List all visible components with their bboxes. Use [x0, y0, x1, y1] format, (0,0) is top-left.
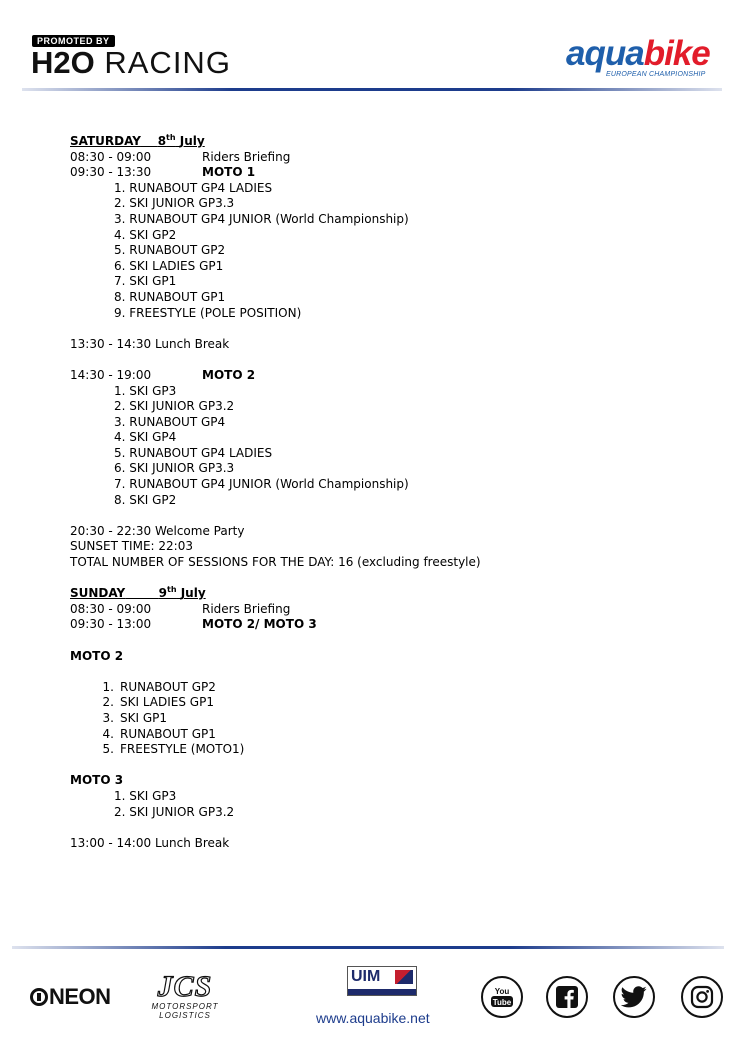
neon-logo [30, 986, 111, 1008]
instagram-icon[interactable] [681, 976, 723, 1018]
schedule-event: MOTO 1 [202, 165, 256, 180]
schedule-row [70, 602, 690, 618]
uim-flag-icon [395, 970, 413, 984]
list-item: 4. SKI GP2 [114, 227, 177, 242]
list-item: 7. RUNABOUT GP4 JUNIOR (World Championship) [114, 477, 409, 492]
sunday-date-suffix: th [167, 585, 177, 595]
saturday-day: SATURDAY [70, 134, 141, 148]
aquabike-logo-bike: bike [643, 34, 710, 73]
aquabike-logo [566, 36, 710, 71]
saturday-date-month: July [179, 134, 205, 148]
sunday-lunch: 13:00 - 14:00 Lunch Break [70, 835, 230, 850]
instagram-glyph [690, 985, 714, 1009]
promoted-by-badge: PROMOTED BY [32, 35, 115, 47]
list-item: 6. SKI LADIES GP1 [114, 258, 224, 273]
list-item: 3. RUNABOUT GP4 JUNIOR (World Championship) [114, 211, 409, 226]
spacer [70, 321, 690, 337]
saturday-date-suffix: th [166, 133, 176, 142]
list-item [70, 742, 690, 758]
sunday-heading [70, 586, 690, 602]
youtube-icon[interactable] [481, 976, 523, 1018]
youtube-tube: Tube [492, 998, 512, 1007]
h2o-logo-2o: 2O [53, 45, 95, 80]
list-item: 5. RUNABOUT GP4 LADIES [114, 445, 273, 460]
spacer [70, 633, 690, 649]
list-item [70, 680, 690, 696]
sunset-time: SUNSET TIME: 22:03 [70, 539, 193, 554]
list-item: 9. FREESTYLE (POLE POSITION) [114, 305, 302, 320]
list-item-text: FREESTYLE (MOTO1) [120, 742, 245, 757]
page-header [0, 0, 736, 100]
aquabike-subtitle: EUROPEAN CHAMPIONSHIP [606, 71, 706, 78]
list-item-text: RUNABOUT GP1 [120, 726, 216, 741]
schedule-event: Riders Briefing [202, 601, 291, 616]
sunday-date-num: 9 [158, 586, 167, 601]
schedule-time: 08:30 - 09:00 [70, 149, 152, 164]
youtube-glyph [489, 984, 515, 1010]
facebook-icon[interactable] [546, 976, 588, 1018]
facebook-glyph [555, 985, 579, 1009]
neon-logo-text: NEON [49, 984, 111, 1009]
list-item-text: RUNABOUT GP2 [120, 679, 216, 694]
list-item: 6. SKI JUNIOR GP3.3 [114, 461, 235, 476]
saturday-date-num: 8 [157, 134, 167, 148]
list-item-number: 1. [102, 679, 114, 694]
list-item: 3. RUNABOUT GP4 [114, 414, 226, 429]
list-item: 2. SKI JUNIOR GP3.3 [114, 196, 235, 211]
twitter-glyph [621, 986, 647, 1008]
spacer [70, 571, 690, 587]
schedule-event: MOTO 2 [202, 367, 256, 382]
list-item-text: SKI LADIES GP1 [120, 695, 214, 710]
schedule-time: 08:30 - 09:00 [70, 601, 152, 616]
list-item-text: SKI GP1 [120, 710, 168, 725]
website-link[interactable]: www.aquabike.net [316, 1010, 430, 1026]
schedule-row [70, 165, 690, 181]
jcs-logo [145, 972, 225, 1028]
schedule-event: MOTO 2/ MOTO 3 [202, 617, 317, 632]
aquabike-logo-aqua: aqua [566, 34, 644, 73]
list-item [70, 727, 690, 743]
saturday-lunch: 13:30 - 14:30 Lunch Break [70, 336, 230, 351]
twitter-icon[interactable] [613, 976, 655, 1018]
jcs-logo-line1: MOTORSPORT [151, 1002, 219, 1011]
list-item: 8. SKI GP2 [114, 492, 177, 507]
sunday-day: SUNDAY [70, 586, 126, 601]
total-sessions: TOTAL NUMBER OF SESSIONS FOR THE DAY: 16 (excluding freestyle) [70, 555, 481, 570]
list-item: 5. RUNABOUT GP2 [114, 243, 226, 258]
schedule-row [70, 150, 690, 166]
footer-divider [12, 946, 724, 949]
list-item: 1. RUNABOUT GP4 LADIES [114, 180, 273, 195]
h2o-logo-h: H [31, 45, 54, 80]
sunday-moto2-heading: MOTO 2 [70, 648, 124, 663]
spacer [70, 820, 690, 836]
list-item: 8. RUNABOUT GP1 [114, 289, 226, 304]
schedule-time: 14:30 - 19:00 [70, 367, 152, 382]
h2o-racing-logo [31, 47, 231, 78]
sunday-moto3-heading: MOTO 3 [70, 773, 124, 788]
schedule-row [70, 617, 690, 633]
list-item: 4. SKI GP4 [114, 430, 177, 445]
list-item: 1. SKI GP3 [114, 383, 177, 398]
schedule-time: 09:30 - 13:00 [70, 617, 152, 632]
list-item: 2. SKI JUNIOR GP3.2 [114, 804, 235, 819]
list-item: 1. SKI GP3 [114, 788, 177, 803]
spacer [70, 664, 690, 680]
sunday-date-month: July [180, 586, 206, 601]
youtube-you: You [494, 987, 510, 996]
list-item-number: 2. [102, 695, 114, 710]
list-item [70, 711, 690, 727]
neon-power-icon [30, 988, 48, 1006]
header-divider [22, 88, 722, 91]
schedule-content [70, 134, 690, 851]
welcome-party: 20:30 - 22:30 Welcome Party [70, 523, 245, 538]
uim-logo [347, 966, 417, 996]
jcs-logo-line2: LOGISTICS [159, 1011, 211, 1020]
schedule-event: Riders Briefing [202, 149, 291, 164]
uim-strip [348, 989, 416, 995]
uim-logo-text: UIM [351, 968, 381, 985]
saturday-heading [70, 134, 690, 150]
list-item: 7. SKI GP1 [114, 274, 177, 289]
spacer [70, 508, 690, 524]
spacer [70, 758, 690, 774]
h2o-logo-racing: RACING [94, 45, 231, 80]
jcs-logo-mark: JCS [157, 970, 213, 1003]
schedule-time: 09:30 - 13:30 [70, 165, 152, 180]
spacer [70, 352, 690, 368]
list-item [70, 695, 690, 711]
list-item-number: 3. [102, 710, 114, 725]
schedule-row [70, 368, 690, 384]
list-item: 2. SKI JUNIOR GP3.2 [114, 399, 235, 414]
list-item-number: 4. [102, 726, 114, 741]
list-item-number: 5. [102, 742, 114, 757]
